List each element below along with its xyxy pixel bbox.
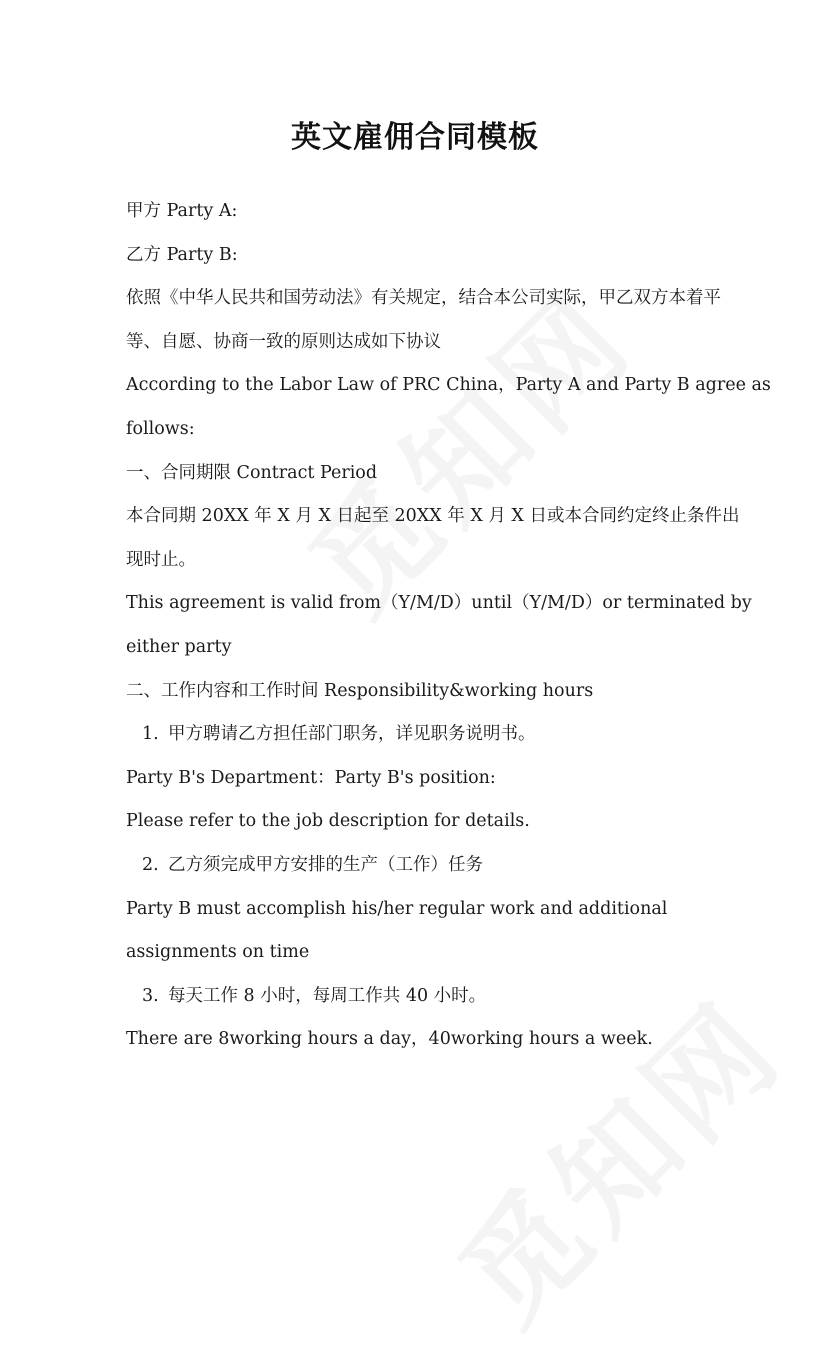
contract-period-en-line-1: This agreement is valid from（Y/M/D）until（Y/M/D）or terminated by <box>126 593 752 614</box>
preamble-en-line-2: follows: <box>126 418 195 439</box>
list-item-number: 2. <box>142 854 159 875</box>
section-heading-responsibility: 二、工作内容和工作时间 Responsibility&working hours <box>126 680 594 701</box>
contract-period-line-1: 本合同期 20XX 年 X 月 X 日起至 20XX 年 X 月 X 日或本合同约定终止条件出 <box>126 506 740 527</box>
list-item-text: 每天工作 8 小时，每周工作共 40 小时。 <box>168 985 487 1006</box>
contract-period-line-2: 现时止。 <box>126 549 196 570</box>
list-item-number: 1. <box>142 724 159 745</box>
list-item <box>126 713 716 757</box>
preamble-en-line-1: According to the Labor Law of PRC China，Party A and Party B agree as <box>126 375 771 396</box>
department-position-line: Party B's Department：Party B's position: <box>126 767 496 788</box>
document-title: 英文雇佣合同模板 <box>291 120 539 155</box>
list-item <box>126 844 716 888</box>
assignment-en-line-2: assignments on time <box>126 942 310 963</box>
list-item-text: 甲方聘请乙方担任部门职务，详见职务说明书。 <box>168 724 536 745</box>
assignment-en-line-1: Party B must accomplish his/her regular work and additional <box>126 898 668 919</box>
list-item-number: 3. <box>142 985 159 1006</box>
section-heading-contract-period: 一、合同期限 Contract Period <box>126 462 378 483</box>
job-description-line: Please refer to the job description for details. <box>126 811 530 832</box>
document-body <box>126 190 771 1062</box>
party-b-line: 乙方 Party B: <box>126 244 238 265</box>
list-item <box>126 975 716 1019</box>
preamble-line-2: 等、自愿、协商一致的原则达成如下协议 <box>126 331 441 352</box>
preamble-line-1: 依照《中华人民共和国劳动法》有关规定，结合本公司实际，甲乙双方本着平 <box>126 288 721 309</box>
working-hours-en-line: There are 8working hours a day，40working hours a week. <box>126 1029 653 1050</box>
contract-period-en-line-2: either party <box>126 636 232 657</box>
list-item-text: 乙方须完成甲方安排的生产（工作）任务 <box>168 854 483 875</box>
party-a-line: 甲方 Party A: <box>126 201 238 221</box>
